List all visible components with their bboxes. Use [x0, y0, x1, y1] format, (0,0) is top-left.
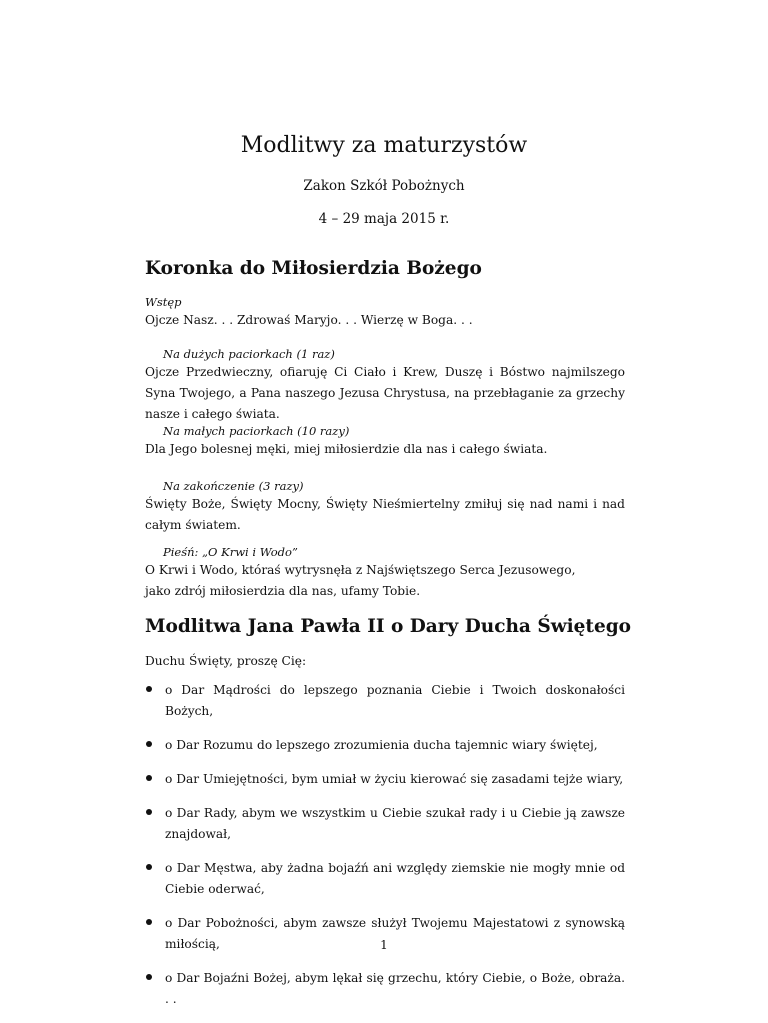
- bullet-icon: [146, 775, 152, 781]
- chaplet-song-label: Pieśń: „O Krwi i Wodo”: [163, 545, 298, 559]
- bullet-icon: [146, 809, 152, 815]
- section-heading-gifts-prayer: Modlitwa Jana Pawła II o Dary Ducha Świętego: [145, 616, 632, 637]
- gift-text: o Dar Pobożności, abym zawsze służył Twojemu Majestatowi z synowską miłością,: [165, 915, 625, 951]
- gift-text: o Dar Mądrości do lepszego poznania Ciebie i Twoich doskonałości Bożych,: [165, 683, 625, 718]
- document-title: Modlitwy za maturzystów: [240, 133, 528, 158]
- chaplet-ending: [145, 479, 625, 536]
- document-author: Zakon Szkół Pobożnych: [303, 178, 465, 194]
- chaplet-intro-label: Wstęp: [145, 295, 182, 309]
- list-item: [145, 735, 625, 756]
- list-item: [145, 769, 625, 790]
- gift-text: o Dar Rozumu do lepszego zrozumienia ducha tajemnic wiary świętej,: [165, 737, 598, 752]
- chaplet-small-beads-text: Dla Jego bolesnej męki, miej miłosierdzie dla nas i całego świata.: [145, 441, 548, 456]
- chaplet-ending-text: Święty Boże, Święty Mocny, Święty Nieśmiertelny zmiłuj się nad nami i nad całym światem.: [145, 496, 625, 532]
- chaplet-small-beads: [145, 424, 625, 460]
- bullet-icon: [146, 686, 152, 692]
- chaplet-large-beads: [145, 347, 625, 425]
- bullet-icon: [146, 864, 152, 870]
- chaplet-large-beads-label: Na dużych paciorkach (1 raz): [163, 347, 335, 361]
- list-item: [145, 803, 625, 845]
- chaplet-intro-text: Ojcze Nasz. . . Zdrowaś Maryjo. . . Wierzę w Boga. . .: [145, 312, 473, 327]
- gift-text: o Dar Umiejętności, bym umiał w życiu kierować się zasadami tejże wiary,: [165, 771, 624, 786]
- bullet-icon: [146, 919, 152, 925]
- list-item: [145, 968, 625, 1010]
- list-item: [145, 680, 625, 722]
- gift-text: o Dar Rady, abym we wszystkim u Ciebie szukał rady i u Ciebie ją zawsze znajdował,: [165, 805, 625, 841]
- chaplet-large-beads-text: Ojcze Przedwieczny, ofiaruję Ci Ciało i Krew, Duszę i Bóstwo najmilszego Syna Twojego, a Pana naszego Jezusa Chrystusa, na przebłaganie za grzechy nasze i całego świata.: [145, 364, 625, 421]
- chaplet-song: [145, 545, 625, 602]
- section-heading-chaplet: Koronka do Miłosierdzia Bożego: [145, 258, 482, 279]
- list-item: [145, 858, 625, 900]
- gifts-prayer-lead: Duchu Święty, proszę Cię:: [145, 654, 307, 668]
- chaplet-small-beads-label: Na małych paciorkach (10 razy): [163, 424, 350, 438]
- gifts-list: [145, 680, 625, 1023]
- chaplet-intro: [145, 295, 625, 331]
- bullet-icon: [146, 974, 152, 980]
- page-number: 1: [380, 938, 388, 952]
- chaplet-ending-label: Na zakończenie (3 razy): [163, 479, 304, 493]
- gift-text: o Dar Bojaźni Bożej, abym lękał się grzechu, który Ciebie, o Boże, obraża. . .: [165, 970, 625, 1006]
- chaplet-song-line-2: jako zdrój miłosierdzia dla nas, ufamy Tobie.: [145, 583, 421, 598]
- chaplet-song-line-1: O Krwi i Wodo, któraś wytrysnęła z Najświętszego Serca Jezusowego,: [145, 562, 576, 577]
- document-date: 4 – 29 maja 2015 r.: [318, 211, 450, 227]
- bullet-icon: [146, 741, 152, 747]
- gift-text: o Dar Męstwa, aby żadna bojaźń ani względy ziemskie nie mogły mnie od Ciebie oderwać,: [165, 860, 625, 896]
